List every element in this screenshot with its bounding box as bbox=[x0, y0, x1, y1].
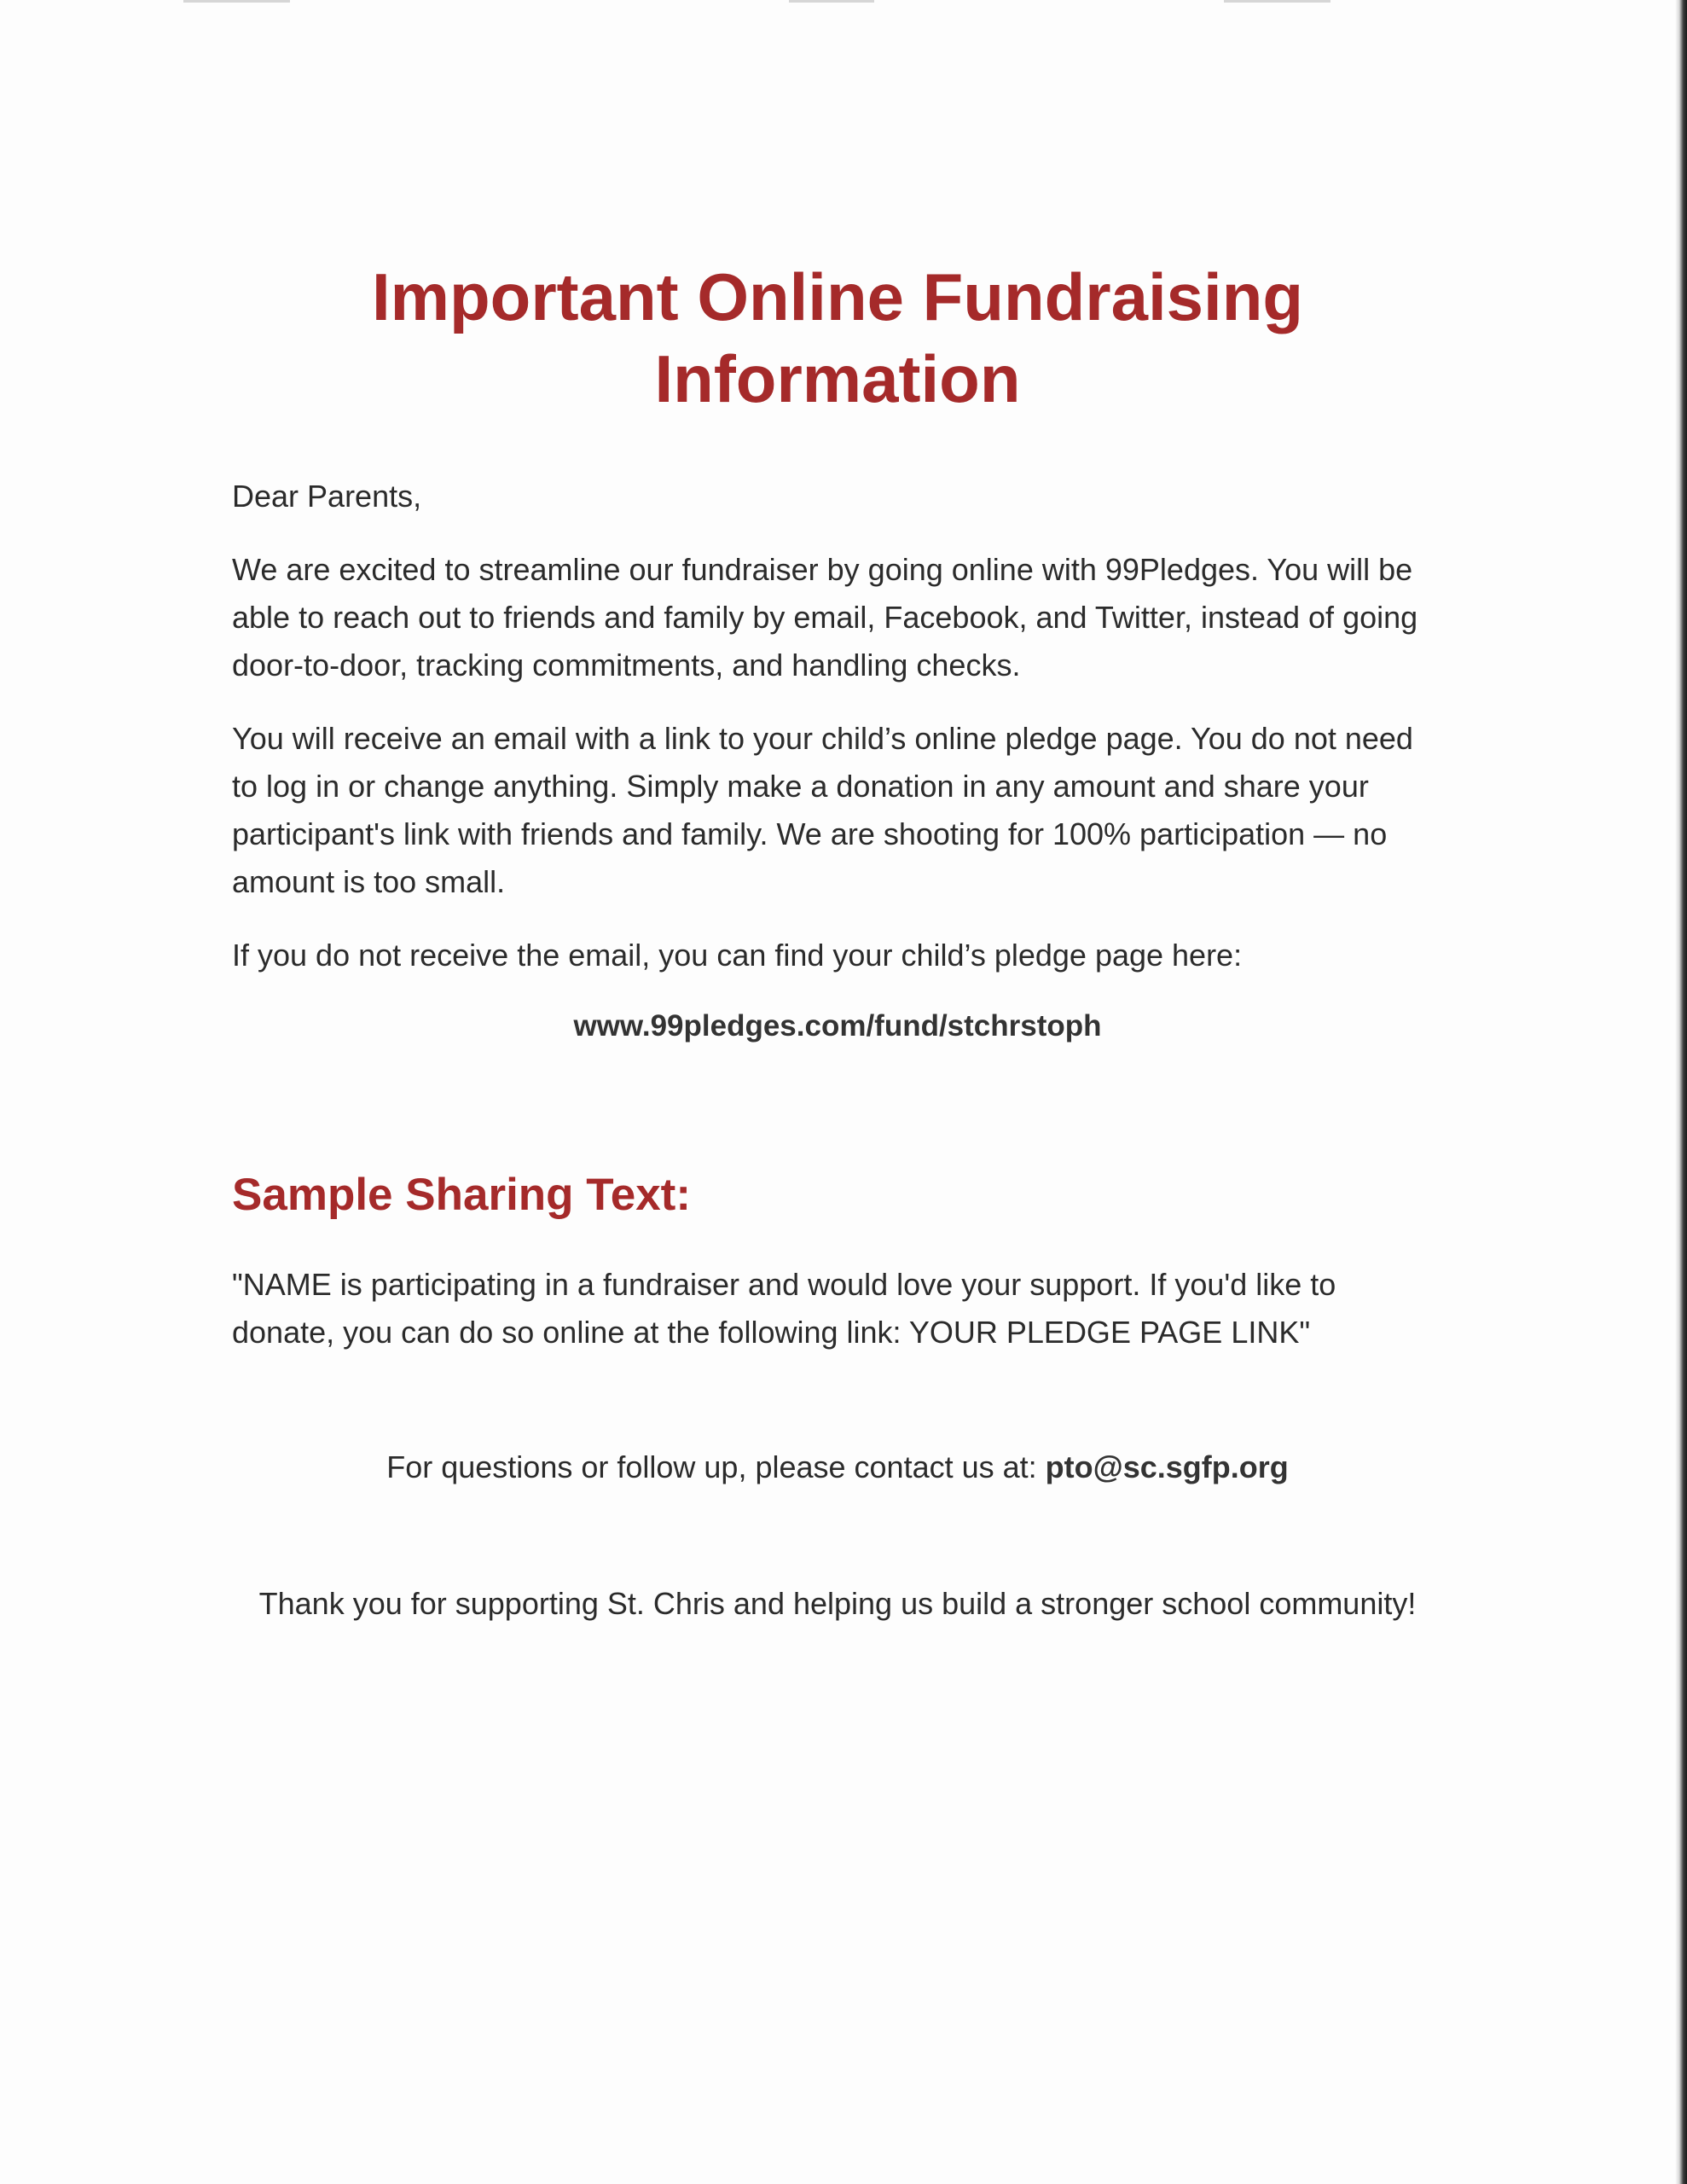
scan-artifact-middle bbox=[789, 0, 874, 3]
sample-sharing-heading: Sample Sharing Text: bbox=[232, 1170, 691, 1220]
scan-edge bbox=[1675, 0, 1687, 2184]
salutation: Dear Parents, bbox=[232, 479, 422, 514]
scan-artifact-right bbox=[1224, 0, 1330, 3]
contact-prefix: For questions or follow up, please contact us at: bbox=[386, 1449, 1046, 1484]
document-page bbox=[232, 256, 1443, 1658]
title-line-1: Important Online Fundraising bbox=[372, 259, 1303, 334]
find-page-paragraph: If you do not receive the email, you can find your child’s pledge page here: bbox=[232, 938, 1243, 973]
intro-paragraph: We are excited to streamline our fundraiser by going online with 99Pledges. You will be able to reach out to friends and family by email, Facebook, and Twitter, instead of going door-to-door, tracking commitments, and handling checks. bbox=[232, 552, 1418, 682]
pledge-page-link[interactable]: www.99pledges.com/fund/stchrstoph bbox=[573, 1009, 1102, 1043]
title-line-2: Information bbox=[654, 341, 1021, 416]
scan-artifact-left bbox=[183, 0, 290, 3]
sample-sharing-text: "NAME is participating in a fundraiser and would love your support. If you'd like to donate, you can do so online at the following link: YOUR PLEDGE PAGE LINK" bbox=[232, 1266, 1336, 1350]
contact-line bbox=[232, 1443, 1443, 1491]
pledge-email-paragraph: You will receive an email with a link to your child’s online pledge page. You do not need to log in or change anything. Simply make a donation in any amount and share your participant's link with friends and family. We are shooting for 100% participation — no amount is too small. bbox=[232, 721, 1413, 899]
document-title bbox=[232, 256, 1443, 420]
contact-email-link[interactable]: pto@sc.sgfp.org bbox=[1045, 1449, 1289, 1484]
thank-you-line: Thank you for supporting St. Chris and helping us build a stronger school community! bbox=[258, 1585, 1417, 1621]
